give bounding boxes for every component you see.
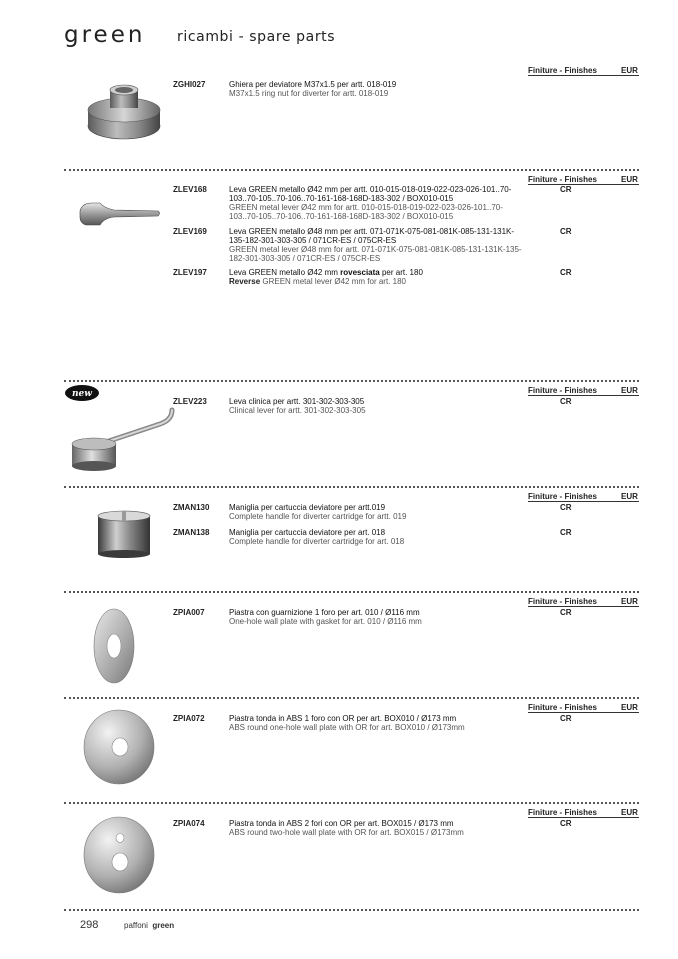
description-en: Complete handle for diverter cartridge for artt. 019 [229, 512, 407, 521]
description-en: GREEN metal lever Ø48 mm for artt. 071-071K-075-081-081K-085-131-131K-135-182-301-303-305 / 071CR-ES / 075CR-ES [229, 245, 522, 263]
header-rule [528, 501, 639, 502]
eur-header: EUR [621, 386, 638, 395]
description-it: Leva clinica per artt. 301-302-303-305 [229, 397, 365, 406]
description-en: Clinical lever for artt. 301-302-303-305 [229, 406, 366, 415]
handle-image [96, 508, 152, 558]
eur-header: EUR [621, 703, 638, 712]
page-number: 298 [80, 919, 99, 931]
finish-code: CR [560, 714, 572, 723]
finishes-header: Finiture - Finishes [528, 386, 597, 395]
section-divider [64, 697, 639, 699]
description-it: Leva GREEN metallo Ø42 mm per artt. 010-015-018-019-022-023-026-101..70-103..70-105..70-106..70-161-168-168D-183-302 / BOX010-015 [229, 185, 512, 203]
part-code: ZMAN130 [173, 503, 210, 512]
finishes-header: Finiture - Finishes [528, 808, 597, 817]
part-code: ZLEV168 [173, 185, 207, 194]
new-badge [64, 384, 100, 402]
description-en: GREEN metal lever Ø42 mm for artt. 010-015-018-019-022-023-026-101..70-103..70-105..70-106..70-161-168-168D-183-302 / BOX010-015 [229, 203, 503, 221]
part-code: ZMAN138 [173, 528, 210, 537]
round-plate-image [82, 709, 156, 785]
part-description [229, 185, 529, 221]
description-it: Piastra tonda in ABS 1 foro con OR per art. BOX010 / Ø173 mm [229, 714, 457, 723]
header-rule [528, 184, 639, 185]
description-en: ABS round two-hole wall plate with OR for art. BOX015 / Ø173mm [229, 828, 464, 837]
part-code: ZLEV169 [173, 227, 207, 236]
part-description [229, 268, 529, 286]
header-rule [528, 712, 639, 713]
description-en: Reverse GREEN metal lever Ø42 mm for art. 180 [229, 277, 406, 286]
eur-header: EUR [621, 66, 638, 75]
eur-header: EUR [621, 492, 638, 501]
header-rule [528, 395, 639, 396]
finish-code: CR [560, 819, 572, 828]
wall-plate-image [92, 607, 136, 685]
finish-code: CR [560, 608, 572, 617]
description-it: Maniglia per cartuccia deviatore per art. 018 [229, 528, 386, 537]
section-divider [64, 169, 639, 171]
part-description [229, 608, 529, 626]
clinical-lever-image [68, 402, 182, 472]
finish-code: CR [560, 227, 572, 236]
part-code: ZPIA072 [173, 714, 205, 723]
finish-code: CR [560, 528, 572, 537]
header-rule [528, 817, 639, 818]
eur-header: EUR [621, 808, 638, 817]
finish-code: CR [560, 397, 572, 406]
two-hole-plate-image [82, 816, 156, 894]
part-description [229, 528, 529, 546]
section-divider [64, 380, 639, 382]
lever-image [78, 199, 162, 229]
part-code: ZPIA074 [173, 819, 205, 828]
description-en: ABS round one-hole wall plate with OR for art. BOX010 / Ø173mm [229, 723, 465, 732]
footer-brand: paffoni green [124, 921, 175, 930]
part-description [229, 397, 529, 415]
section-divider [64, 486, 639, 488]
eur-header: EUR [621, 597, 638, 606]
description-en: Complete handle for diverter cartridge for art. 018 [229, 537, 405, 546]
part-description [229, 80, 529, 98]
new-badge-label: new [71, 389, 93, 399]
header-rule [528, 606, 639, 607]
finishes-header: Finiture - Finishes [528, 175, 597, 184]
description-it: Piastra tonda in ABS 2 fori con OR per art. BOX015 / Ø173 mm [229, 819, 454, 828]
description-it: Ghiera per deviatore M37x1.5 per artt. 018-019 [229, 80, 397, 89]
finish-code: CR [560, 268, 572, 277]
section-divider [64, 802, 639, 804]
finish-code: CR [560, 185, 572, 194]
eur-header: EUR [621, 175, 638, 184]
section-divider [64, 591, 639, 593]
finishes-header: Finiture - Finishes [528, 66, 597, 75]
part-description [229, 714, 529, 732]
part-code: ZGHI027 [173, 80, 206, 89]
finishes-header: Finiture - Finishes [528, 597, 597, 606]
description-en: M37x1.5 ring nut for diverter for artt. 018-019 [229, 89, 389, 98]
finishes-header: Finiture - Finishes [528, 492, 597, 501]
description-it: Leva GREEN metallo Ø42 mm rovesciata per art. 180 [229, 268, 423, 277]
part-code: ZPIA007 [173, 608, 205, 617]
finishes-header: Finiture - Finishes [528, 703, 597, 712]
header-rule [528, 75, 639, 76]
brand-title: green [64, 22, 146, 48]
part-description [229, 227, 529, 263]
footer-divider [64, 909, 639, 911]
finish-code: CR [560, 503, 572, 512]
part-description [229, 819, 529, 837]
description-it: Maniglia per cartuccia deviatore per artt.019 [229, 503, 386, 512]
description-en: One-hole wall plate with gasket for art. 010 / Ø116 mm [229, 617, 422, 626]
part-description [229, 503, 529, 521]
part-code: ZLEV223 [173, 397, 207, 406]
ring-nut-image [84, 80, 164, 146]
description-it: Leva GREEN metallo Ø48 mm per artt. 071-071K-075-081-081K-085-131-131K-135-182-301-303-305 / 071CR-ES / 075CR-ES [229, 227, 515, 245]
page-subtitle: ricambi - spare parts [177, 29, 336, 45]
part-code: ZLEV197 [173, 268, 207, 277]
description-it: Piastra con guarnizione 1 foro per art. 010 / Ø116 mm [229, 608, 420, 617]
